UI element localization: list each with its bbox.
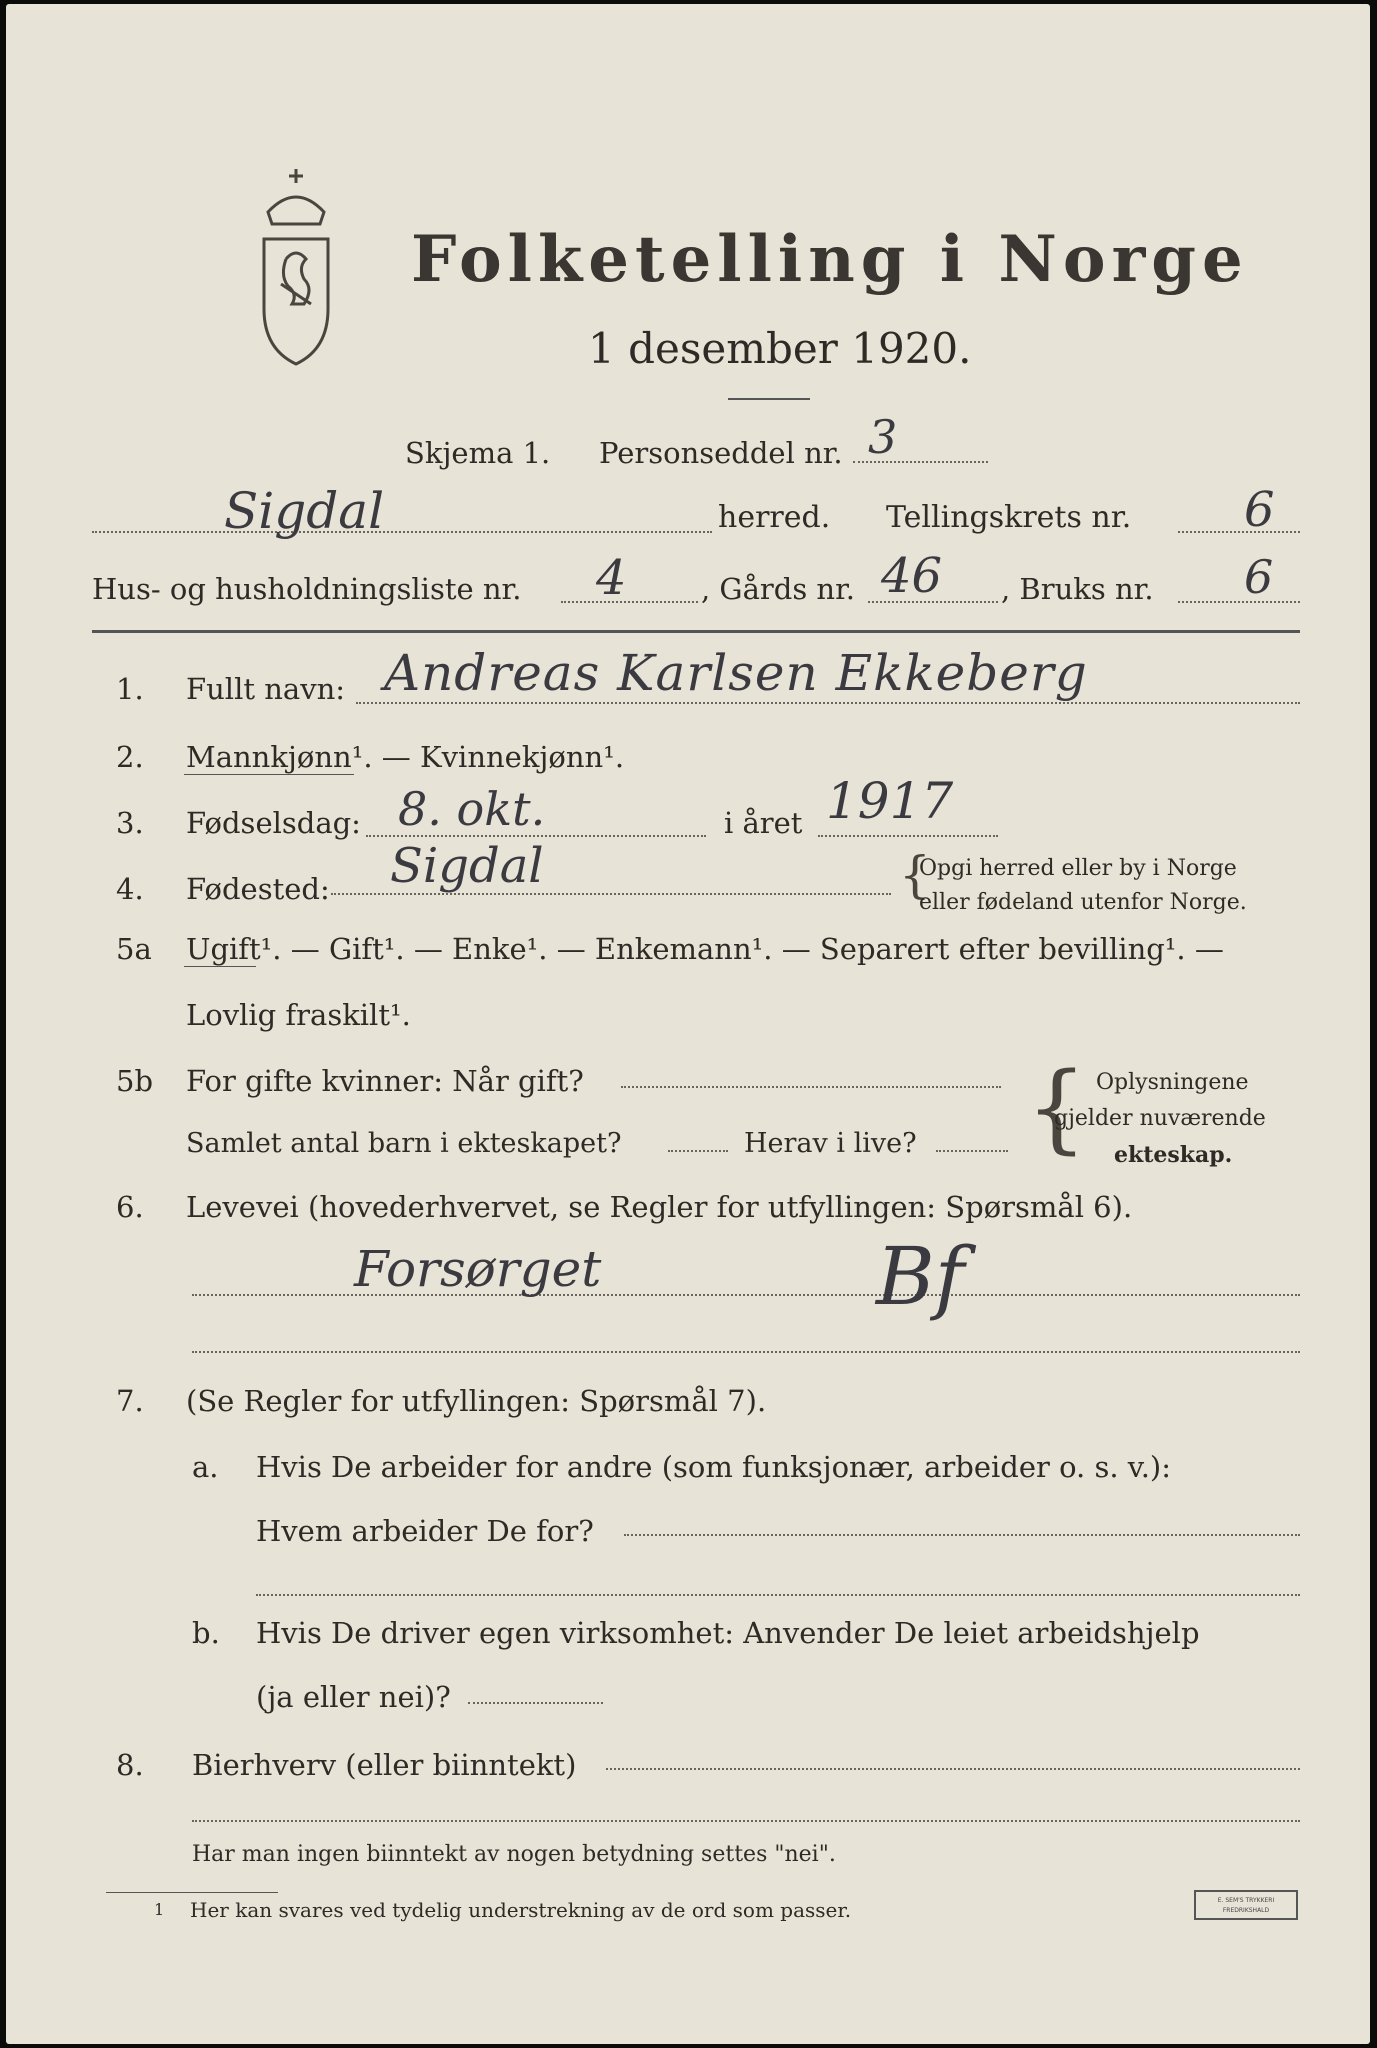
q5b-note-brace: { [1026,1052,1088,1164]
q5b-line-2b: Herav i live? [744,1128,917,1159]
census-date: 1 desember 1920. [588,324,972,373]
marital-status-options: Ugift¹. — Gift¹. — Enke¹. — Enkemann¹. — Separert efter bevilling¹. — [186,932,1224,966]
bruks-label: , Bruks nr. [1001,572,1154,606]
birth-year-value: 1917 [826,772,954,830]
q7a-line-2: Hvem arbeider De for? [256,1514,594,1548]
q4-number: 4. [116,872,144,906]
q1-number: 1. [116,672,144,706]
q2-number: 2. [116,740,144,774]
q5b-line-2a: Samlet antal barn i ekteskapet? [186,1128,622,1159]
husliste-value: 4 [596,550,627,606]
q1-label: Fullt navn: [186,672,346,706]
form-title: Folketelling i Norge [411,222,1249,297]
q7b-letter: b. [192,1616,220,1650]
employer-line-1 [624,1534,1300,1536]
husliste-line [561,601,698,603]
q5b-note-3: ekteskap. [1114,1142,1233,1168]
q3-label: Fødselsdag: [186,806,361,840]
bottom-note: Har man ingen biinntekt av nogen betydning settes "nei". [192,1842,836,1867]
personseddel-label: Personseddel nr. [599,436,843,470]
married-when-line [621,1086,1001,1088]
norwegian-coat-of-arms-icon [246,164,346,374]
q7b-line-1: Hvis De driver egen virksomhet: Anvender De leiet arbeidshjelp [256,1616,1200,1650]
q5b-note-2: gjelder nuværende [1054,1106,1266,1131]
employer-line-2 [256,1594,1300,1596]
q5b-line-1: For gifte kvinner: Når gift? [186,1064,584,1098]
gender-options: Mannkjønn¹. — Kvinnekjønn¹. [186,740,625,774]
tellingskrets-label: Tellingskrets nr. [886,500,1132,535]
q4-label: Fødested: [186,872,330,906]
header-divider [92,630,1300,633]
side-income-line-2 [192,1820,1300,1822]
hired-help-line [468,1702,603,1704]
census-form-sheet [6,4,1370,2044]
gards-value: 46 [881,548,943,604]
year-line [818,835,998,837]
personseddel-value: 3 [868,410,898,464]
q6-label: Levevei (hovederhvervet, se Regler for utfyllingen: Spørsmål 6). [186,1190,1133,1224]
title-divider [728,398,810,400]
herred-line [92,531,712,533]
footnote-text: Her kan svares ved tydelig understrekning av de ord som passer. [190,1898,852,1922]
q5b-number: 5b [116,1064,154,1098]
q6-number: 6. [116,1190,144,1224]
skjema-label: Skjema 1. [405,436,551,470]
birthplace-note-1: Opgi herred eller by i Norge [919,856,1237,881]
marital-status-options-2: Lovlig fraskilt¹. [186,998,411,1032]
tellingskrets-value: 6 [1244,482,1275,538]
full-name-value: Andreas Karlsen Ekkeberg [384,644,1088,702]
q1-line [356,702,1300,704]
bruks-line [1178,601,1300,603]
birthplace-note-2: eller fødeland utenfor Norge. [919,890,1247,915]
year-label: i året [724,806,803,840]
occupation-line-2 [192,1351,1300,1353]
tellingskrets-line [1178,531,1300,533]
occupation-initials: Bf [876,1230,965,1323]
birthplace-value: Sigdal [390,838,544,894]
printer-stamp: E. SEM'S TRYKKERI FREDRIKSHALD [1194,1890,1298,1920]
q8-number: 8. [116,1748,144,1782]
q8-label: Bierhverv (eller biinntekt) [192,1748,577,1782]
herred-value: Sigdal [224,482,385,540]
q7-number: 7. [116,1384,144,1418]
q5b-note-1: Oplysningene [1096,1070,1249,1095]
q7a-letter: a. [192,1450,219,1484]
marital-underline [184,966,256,967]
q7-label: (Se Regler for utfyllingen: Spørsmål 7). [186,1384,767,1418]
children-alive-line [936,1150,1008,1152]
children-line [668,1150,728,1152]
gards-label: , Gårds nr. [701,572,855,606]
q5a-number: 5a [116,932,152,966]
footnote-mark: 1 [154,1900,165,1919]
q3-number: 3. [116,806,144,840]
herred-label: herred. [718,500,831,535]
side-income-line-1 [606,1768,1300,1770]
birthplace-note-brace: { [899,846,931,904]
husliste-label: Hus- og husholdningsliste nr. [92,572,522,606]
q7b-line-2: (ja eller nei)? [256,1680,451,1714]
bruks-value: 6 [1244,550,1274,604]
occupation-value: Forsørget [354,1240,602,1298]
q7a-line-1: Hvis De arbeider for andre (som funksjonær, arbeider o. s. v.): [256,1450,1172,1484]
birthdate-value: 8. okt. [398,782,546,836]
gender-underline [184,774,354,775]
footnote-divider [106,1892,278,1893]
